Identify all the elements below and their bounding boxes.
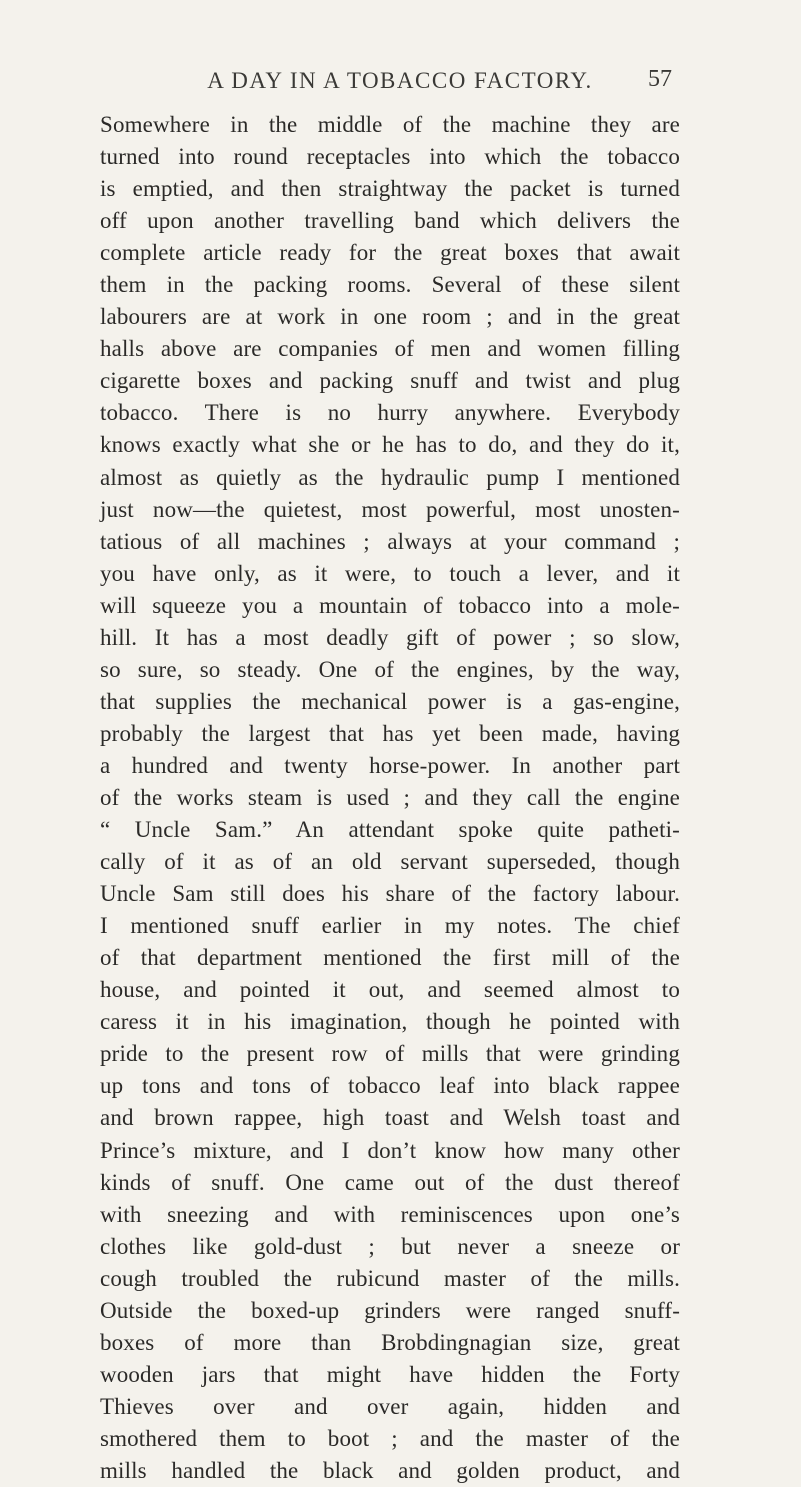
- text-line: wooden jars that might have hidden the Forty: [100, 1361, 680, 1387]
- text-line: is emptied, and then straightway the packet is turned: [100, 176, 680, 202]
- text-line: “ Uncle Sam.” An attendant spoke quite patheti-: [100, 817, 680, 843]
- text-line: labourers are at work in one room ; and in the great: [100, 304, 680, 330]
- text-line: turned into round receptacles into which the tobacco: [100, 144, 680, 170]
- text-line: up tons and tons of tobacco leaf into black rappee: [100, 1073, 680, 1099]
- text-line: knows exactly what she or he has to do, and they do it,: [100, 432, 680, 458]
- text-line: house, and pointed it out, and seemed almost to: [100, 977, 680, 1003]
- text-line: clothes like gold-dust ; but never a sneeze or: [100, 1233, 680, 1259]
- text-line: and brown rappee, high toast and Welsh toast and: [100, 1105, 680, 1131]
- text-line: Somewhere in the middle of the machine they are: [100, 112, 680, 137]
- text-line: cally of it as of an old servant superseded, though: [100, 849, 680, 875]
- text-line: so sure, so steady. One of the engines, by the way,: [100, 656, 680, 682]
- text-line: almost as quietly as the hydraulic pump I mentioned: [100, 464, 680, 490]
- text-line: hill. It has a most deadly gift of power ; so slow,: [100, 624, 680, 650]
- text-line: that supplies the mechanical power is a gas-engine,: [100, 688, 680, 714]
- text-line: tobacco. There is no hurry anywhere. Everybody: [100, 400, 680, 426]
- text-line: caress it in his imagination, though he pointed with: [100, 1009, 680, 1035]
- text-line: pride to the present row of mills that were grinding: [100, 1041, 680, 1067]
- text-line: tatious of all machines ; always at your command ;: [100, 528, 680, 554]
- text-line: with sneezing and with reminiscences upon one’s: [100, 1201, 680, 1227]
- text-line: a hundred and twenty horse-power. In another part: [100, 752, 680, 778]
- text-line: complete article ready for the great boxes that await: [100, 240, 680, 266]
- text-line: halls above are companies of men and women filling: [100, 336, 680, 362]
- text-line: boxes of more than Brobdingnagian size, great: [100, 1329, 680, 1355]
- text-line: kinds of snuff. One came out of the dust thereof: [100, 1169, 680, 1195]
- text-line: of that department mentioned the first mill of the: [100, 945, 680, 971]
- page-number: 57: [648, 66, 672, 92]
- text-line: cigarette boxes and packing snuff and twist and plug: [100, 368, 680, 394]
- text-line: Thieves over and over again, hidden and: [100, 1393, 680, 1419]
- body-text: [100, 109, 680, 1487]
- text-line: probably the largest that has yet been made, having: [100, 720, 680, 746]
- text-line: of the works steam is used ; and they call the engine: [100, 784, 680, 810]
- text-line: mills handled the black and golden product, and: [100, 1457, 680, 1483]
- text-line: Outside the boxed-up grinders were ranged snuff-: [100, 1297, 680, 1323]
- text-line: smothered them to boot ; and the master of the: [100, 1425, 680, 1451]
- text-line: off upon another travelling band which delivers the: [100, 208, 680, 234]
- text-line: Uncle Sam still does his share of the factory labour.: [100, 881, 680, 907]
- text-line: Prince’s mixture, and I don’t know how many other: [100, 1137, 680, 1163]
- text-line: just now—the quietest, most powerful, most unosten-: [100, 496, 680, 522]
- text-line: will squeeze you a mountain of tobacco into a mole-: [100, 592, 680, 618]
- text-line: I mentioned snuff earlier in my notes. The chief: [100, 913, 680, 939]
- running-head-title: A DAY IN A TOBACCO FACTORY.: [207, 68, 593, 93]
- text-line: cough troubled the rubicund master of the mills.: [100, 1265, 680, 1291]
- text-line: them in the packing rooms. Several of these silent: [100, 272, 680, 298]
- text-line: you have only, as it were, to touch a lever, and it: [100, 560, 680, 586]
